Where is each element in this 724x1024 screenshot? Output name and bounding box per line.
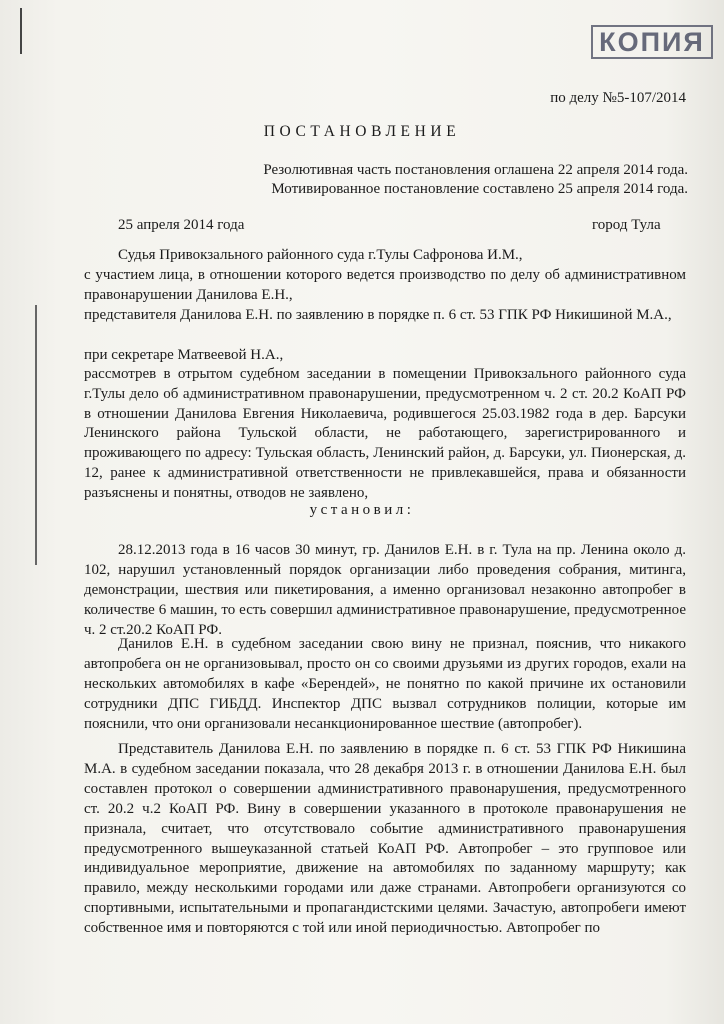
intro-secretary: при секретаре Матвеевой Н.А., — [84, 347, 284, 363]
case-number: по делу №5-107/2014 — [550, 90, 686, 106]
document-date: 25 апреля 2014 года — [118, 217, 245, 233]
body-paragraph: Представитель Данилова Е.Н. по заявлению в порядке п. 6 ст. 53 ГПК РФ Никишина М.А. в судебном заседании показала, что 28 декабря 2013 г. в отношении Данилова Е.Н. был составлен протокол о совершении административного правонарушения, предусмотренного ст. 20.2 ч.2 КоАП РФ. Вину в совершении указанного в протоколе правонарушения не признала, считает, что отсутствовало событие административного правонарушения предусмотренного вышеуказанной статьей КоАП РФ. Автопробег – это групповое или индивидуальное мероприятие, движение на автомобилях по заданному маршруту; как правило, между несколькими городами или даже странами. Автопробеги организуются со спортивными, испытательными и пропагандистскими целями. Зачастую, автопробеги имеют собственное имя и повторяются с той или иной периодичностью. Автопробег по — [84, 741, 686, 937]
announcement-line: Мотивированное постановление составлено 25 апреля 2014 года. — [271, 181, 688, 197]
intro-case-details: рассмотрев в отрытом судебном заседании в помещении Привокзального районного суда г.Тулы дело об административном правонарушении, предусмотренном ч. 2 ст. 20.2 КоАП РФ в отношении Данилова Евгения Николаевича, родившегося 25.03.1982 года в дер. Барсуки Ленинского района Тульской области, не работающего, зарегистрированного и проживающего по адресу: Тульская область, Ленинский район, д. Барсуки, ул. Пионерская, д. 12, ранее к административной ответственности не привлекавшейся, права и обязанности разъяснены и понятны, отводов не заявлено, — [84, 366, 686, 501]
announcement-line: Резолютивная часть постановления оглашена 22 апреля 2014 года. — [263, 162, 688, 178]
body-paragraph: Данилов Е.Н. в судебном заседании свою вину не признал, пояснив, что никакого автопробега он не организовывал, просто он со своими друзьями из других городов, ехали на нескольких автомобилях в кафе «Берендей», не понятно по какой причине их остановили сотрудники ДПС ГИБДД. Инспектор ДПС вызвал сотрудников полиции, которые им пояснили, что они организовали несанкционированное шествие (автопробег). — [84, 636, 686, 732]
intro-participant: с участием лица, в отношении которого ведется производство по делу об административном правонарушении Данилова Е.Н., — [84, 267, 686, 304]
document-city: город Тула — [592, 217, 661, 233]
intro-judge: Судья Привокзального районного суда г.Тулы Сафронова И.М., — [118, 247, 523, 263]
copy-stamp: КОПИЯ — [591, 25, 713, 59]
established-heading: установил: — [309, 502, 415, 518]
document-title: ПОСТАНОВЛЕНИЕ — [263, 123, 461, 140]
margin-mark — [20, 8, 22, 54]
intro-representative: представителя Данилова Е.Н. по заявлению в порядке п. 6 ст. 53 ГПК РФ Никишиной М.А., — [84, 307, 672, 323]
body-paragraph: 28.12.2013 года в 16 часов 30 минут, гр. Данилов Е.Н. в г. Тула на пр. Ленина около д. 102, нарушил установленный порядок организации либо проведения собрания, митинга, демонстрации, шествия или пикетирования, а именно организовал незаконно автопробег в количестве 6 машин, то есть совершил административное правонарушение, предусмотренное ч. 2 ст.20.2 КоАП РФ. — [84, 542, 686, 638]
margin-mark — [35, 305, 37, 565]
